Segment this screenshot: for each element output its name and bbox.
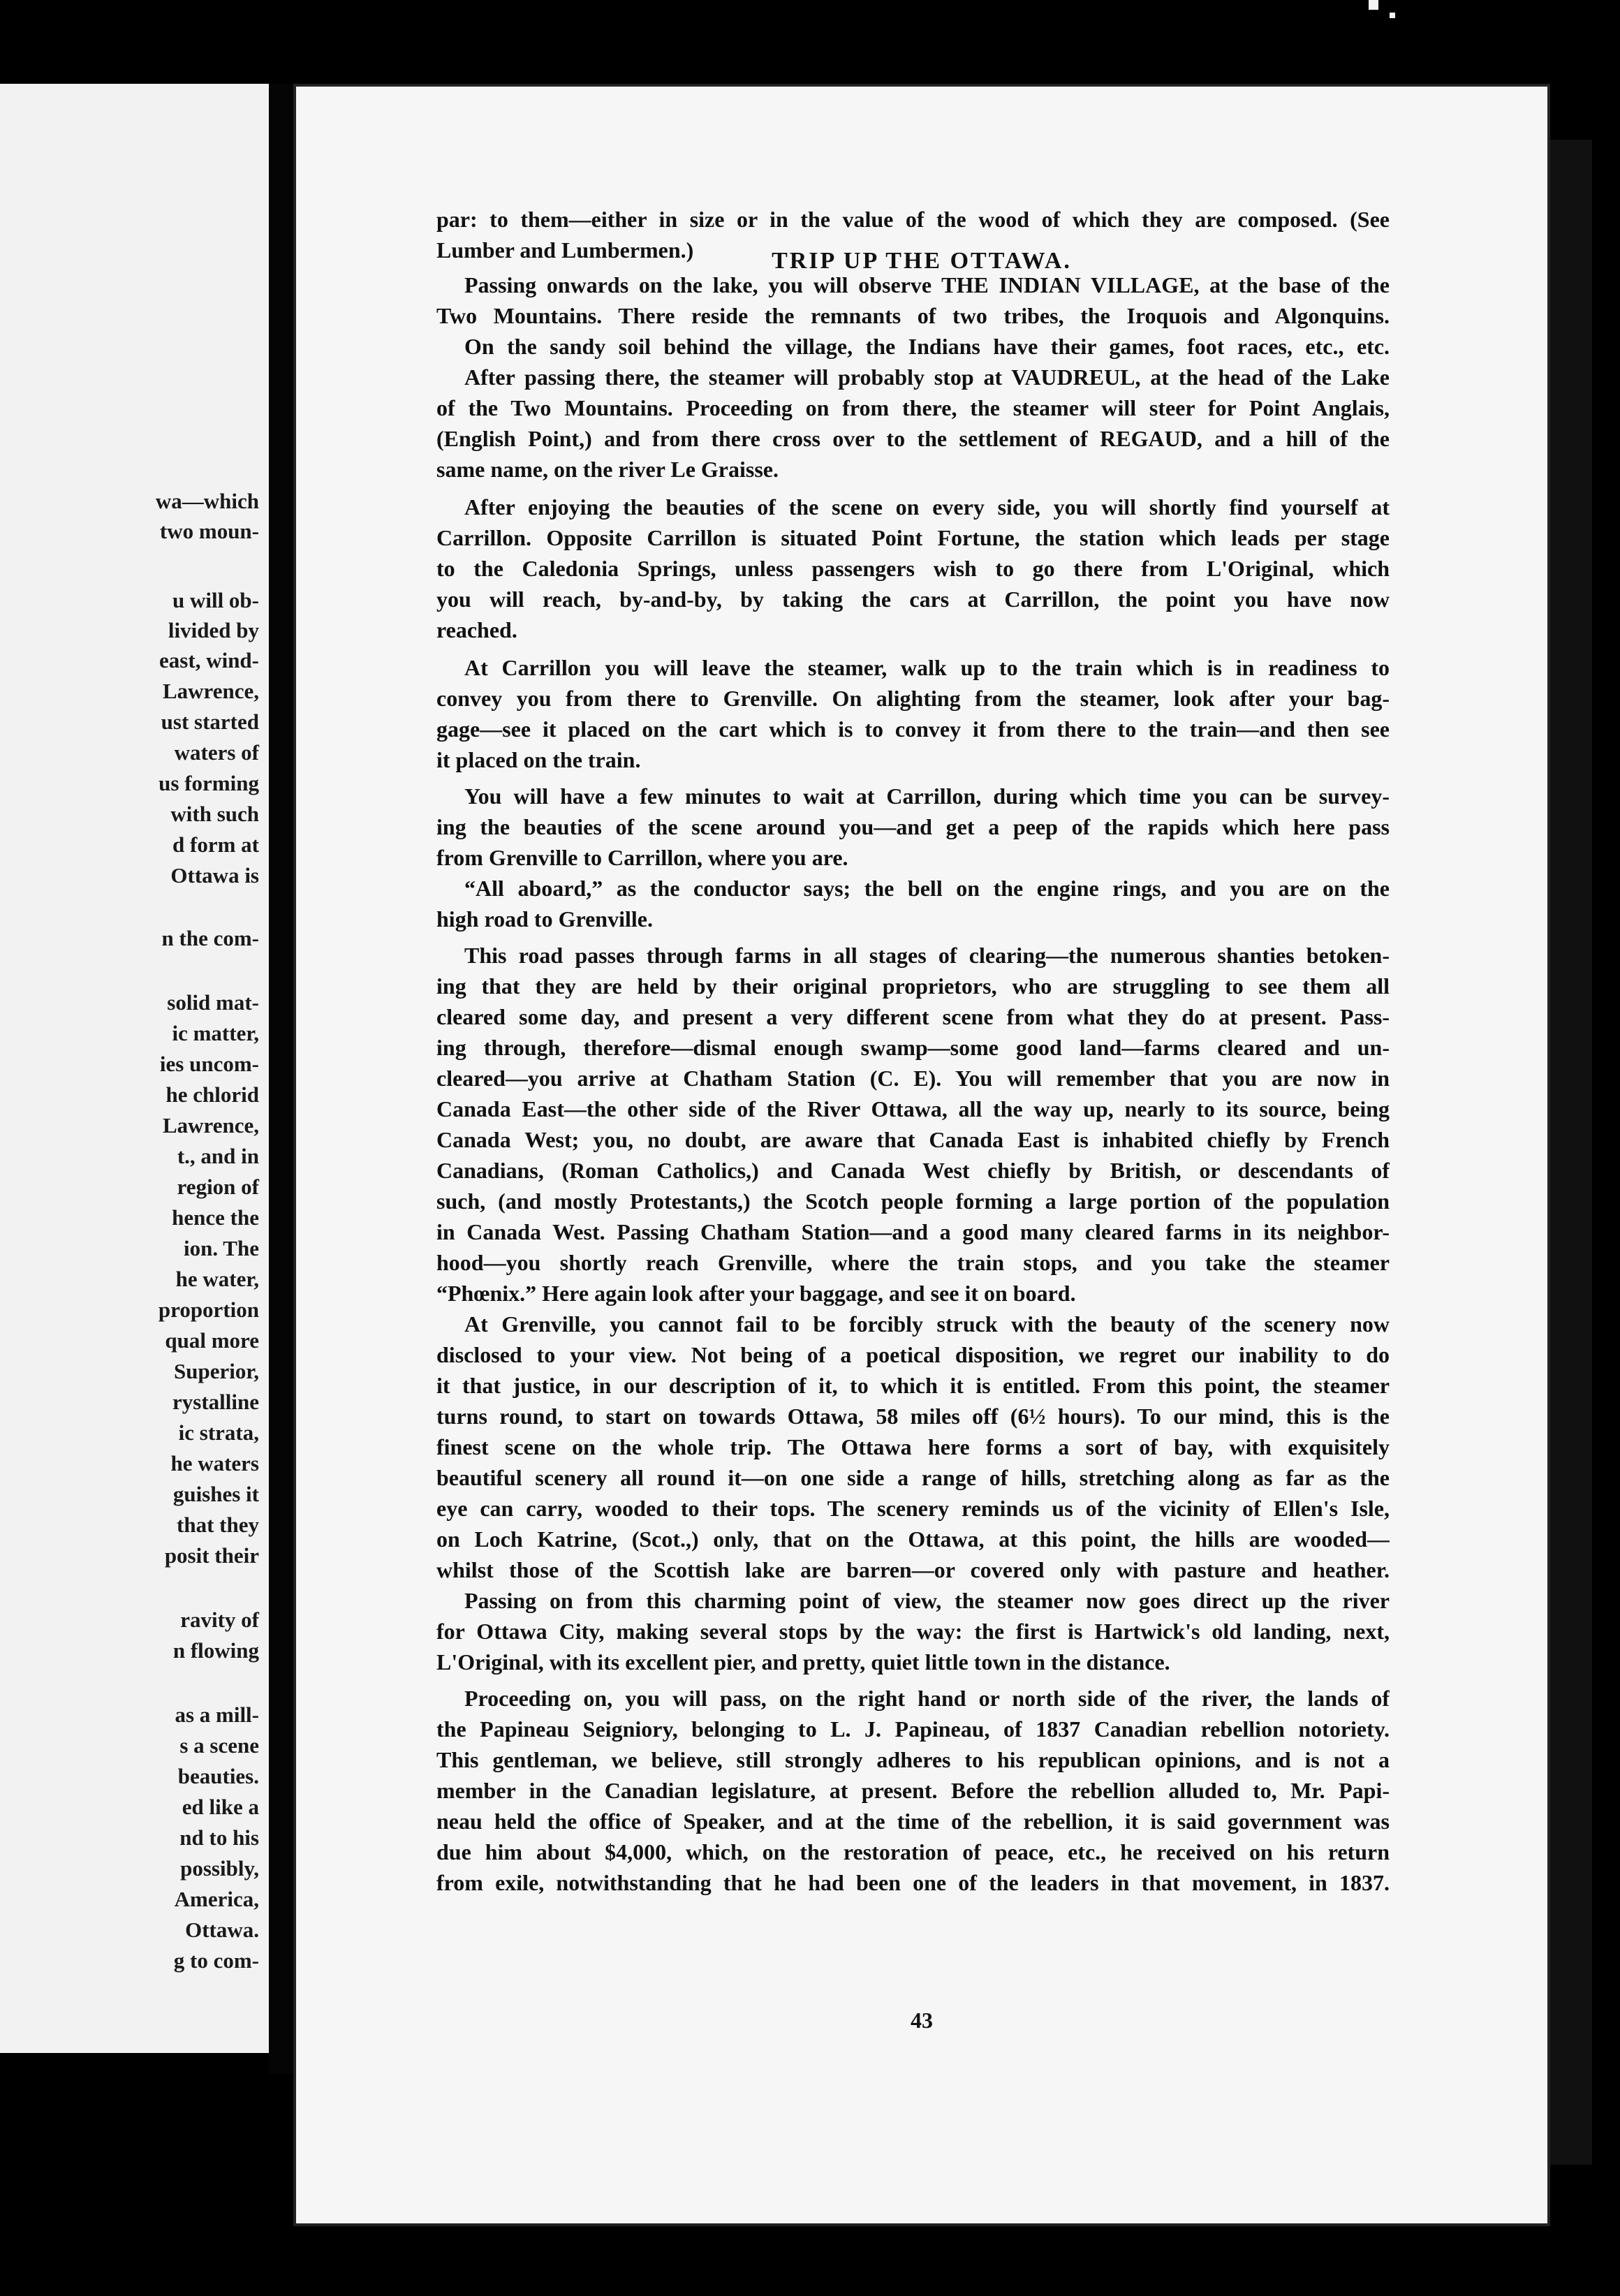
left-page-line: Superior, — [173, 1359, 259, 1383]
body-text-line: ing through, therefore—dismal enough swamp—some good land—farms cleared and un- — [436, 1035, 1390, 1060]
previous-page-fragment — [0, 84, 269, 2053]
book-binding-gutter — [269, 84, 293, 2074]
left-page-line: n flowing — [172, 1638, 259, 1663]
left-page-line: ic strata, — [178, 1420, 259, 1445]
body-text-line: (English Point,) and from there cross over to the settlement of REGAUD, and a hill of the — [436, 426, 1390, 451]
running-header: TRIP UP THE OTTAWA. — [772, 248, 1072, 274]
current-page — [293, 84, 1550, 2226]
left-page-line: guishes it — [172, 1482, 259, 1506]
body-text-line: member in the Canadian legislature, at present. Before the rebellion alluded to, Mr. Papi- — [436, 1778, 1390, 1803]
left-page-line: possibly, — [180, 1856, 259, 1881]
body-text-line: Canada West; you, no doubt, are aware that Canada East is inhabited chiefly by French — [436, 1127, 1390, 1152]
body-text-line: disclosed to your view. Not being of a poetical disposition, we regret our inability to do — [436, 1342, 1390, 1367]
body-text-line: After passing there, the steamer will probably stop at VAUDREUL, at the head of the Lake — [464, 365, 1390, 390]
left-page-line: Lawrence, — [162, 1113, 259, 1138]
left-page-line: he chlorid — [165, 1082, 259, 1107]
body-text-line: due him about $4,000, which, on the restoration of peace, etc., he received on his return — [436, 1839, 1390, 1864]
scan-speck — [1369, 0, 1378, 10]
body-text-line: the Papineau Seigniory, belonging to L. J. Papineau, of 1837 Canadian rebellion notoriety. — [436, 1716, 1390, 1742]
body-text-line: “All aboard,” as the conductor says; the bell on the engine rings, and you are on the — [464, 876, 1390, 901]
left-page-line: east, wind- — [159, 648, 259, 672]
body-text-line: At Carrillon you will leave the steamer, walk up to the train which is in readiness to — [464, 655, 1390, 680]
left-page-line: two moun- — [159, 519, 259, 543]
body-text-line: high road to Grenville. — [436, 906, 653, 932]
body-text-line: Lumber and Lumbermen.) — [436, 237, 694, 263]
left-page-line: u will ob- — [172, 588, 259, 612]
body-text-line: it placed on the train. — [436, 747, 641, 772]
body-text-line: of the Two Mountains. Proceeding on from there, the steamer will steer for Point Anglais, — [436, 395, 1390, 420]
body-text-line: “Phœnix.” Here again look after your baggage, and see it on board. — [436, 1281, 1076, 1306]
body-text-line: on Loch Katrine, (Scot.,) only, that on the Ottawa, at this point, the hills are wooded— — [436, 1526, 1390, 1552]
scan-speck — [1390, 13, 1395, 18]
left-page-line: hence the — [172, 1205, 259, 1230]
body-text-line: Canada East—the other side of the River Ottawa, all the way up, nearly to its source, being — [436, 1096, 1390, 1121]
left-page-line: he water, — [175, 1267, 259, 1291]
body-text-line: same name, on the river Le Graisse. — [436, 457, 779, 482]
body-text-line: turns round, to start on towards Ottawa, 58 miles off (6½ hours). To our mind, this is the — [436, 1404, 1390, 1429]
body-text-line: This road passes through farms in all stages of clearing—the numerous shanties betoken- — [464, 943, 1390, 968]
left-page-line: qual more — [165, 1328, 259, 1353]
body-text-line: cleared—you arrive at Chatham Station (C. E). You will remember that you are now in — [436, 1066, 1390, 1091]
left-page-line: beauties. — [177, 1764, 259, 1788]
body-text-line: convey you from there to Grenville. On alighting from the steamer, look after your bag- — [436, 686, 1390, 711]
left-page-line: Ottawa is — [170, 863, 259, 888]
body-text-line: ing that they are held by their original proprietors, who are struggling to see them all — [436, 973, 1390, 999]
left-page-line: Ottawa. — [185, 1918, 259, 1942]
body-text-line: Passing on from this charming point of view, the steamer now goes direct up the river — [464, 1588, 1390, 1613]
body-text-line: finest scene on the whole trip. The Ottawa here forms a sort of bay, with exquisitely — [436, 1434, 1390, 1459]
left-page-line: nd to his — [179, 1825, 259, 1850]
page-body-text — [293, 84, 1550, 2226]
left-page-line: t., and in — [177, 1144, 259, 1168]
body-text-line: for Ottawa City, making several stops by the way: the first is Hartwick's old landing, next, — [436, 1619, 1390, 1644]
left-page-line: Lawrence, — [162, 679, 259, 703]
left-page-line: ust started — [161, 709, 259, 734]
body-text-line: After enjoying the beauties of the scene on every side, you will shortly find yourself at — [464, 494, 1390, 520]
body-text-line: On the sandy soil behind the village, the Indians have their games, foot races, etc., etc. — [464, 334, 1390, 359]
left-page-line: ed like a — [182, 1795, 259, 1819]
body-text-line: whilst those of the Scottish lake are barren—or covered only with pasture and heather. — [436, 1557, 1390, 1582]
left-page-line: livided by — [168, 618, 259, 642]
left-page-line: ravity of — [180, 1607, 259, 1632]
left-page-line: that they — [177, 1513, 259, 1537]
body-text-line: hood—you shortly reach Grenville, where the train stops, and you take the steamer — [436, 1250, 1390, 1275]
left-page-line: rystalline — [172, 1390, 259, 1414]
body-text-line: par: to them—either in size or in the value of the wood of which they are composed. (See — [436, 207, 1390, 232]
body-text-line: Two Mountains. There reside the remnants of two tribes, the Iroquois and Algonquins. — [436, 303, 1390, 328]
body-text-line: At Grenville, you cannot fail to be forcibly struck with the beauty of the scenery now — [464, 1311, 1390, 1337]
body-text-line: gage—see it placed on the cart which is to convey it from there to the train—and then see — [436, 716, 1390, 742]
left-page-line: ic matter, — [172, 1021, 259, 1045]
body-text-line: cleared some day, and present a very different scene from what they do at present. Pass- — [436, 1004, 1390, 1029]
body-text-line: you will reach, by-and-by, by taking the cars at Carrillon, the point you have now — [436, 587, 1390, 612]
left-page-line: region of — [177, 1175, 259, 1199]
left-page-line: posit their — [164, 1543, 259, 1568]
body-text-line: from Grenville to Carrillon, where you are. — [436, 845, 848, 870]
left-page-line: he waters — [170, 1451, 259, 1476]
left-page-line: wa—which — [155, 489, 259, 513]
left-page-line: with such — [170, 802, 259, 826]
left-page-line: as a mill- — [175, 1702, 259, 1727]
body-text-line: it that justice, in our description of it, to which it is entitled. From this point, the steamer — [436, 1373, 1390, 1398]
body-text-line: Carrillon. Opposite Carrillon is situated Point Fortune, the station which leads per stage — [436, 525, 1390, 550]
body-text-line: L'Original, with its excellent pier, and pretty, quiet little town in the distance. — [436, 1649, 1170, 1675]
body-text-line: in Canada West. Passing Chatham Station—and a good many cleared farms in its neighbor- — [436, 1219, 1390, 1244]
body-text-line: neau held the office of Speaker, and at the time of the rebellion, it is said government was — [436, 1809, 1390, 1834]
body-text-line: Passing onwards on the lake, you will observe THE INDIAN VILLAGE, at the base of the — [464, 272, 1390, 297]
left-page-line: America, — [174, 1887, 259, 1911]
body-text-line: eye can carry, wooded to their tops. The scenery reminds us of the vicinity of Ellen's Isle, — [436, 1496, 1390, 1521]
body-text-line: from exile, notwithstanding that he had been one of the leaders in that movement, in 1837. — [436, 1870, 1390, 1895]
left-page-line: waters of — [174, 740, 259, 765]
body-text-line: such, (and mostly Protestants,) the Scotch people forming a large portion of the population — [436, 1189, 1390, 1214]
body-text-line: ing the beauties of the scene around you—and get a peep of the rapids which here pass — [436, 814, 1390, 839]
body-text-line: Canadians, (Roman Catholics,) and Canada West chiefly by British, or descendants of — [436, 1158, 1390, 1183]
left-page-line: ion. The — [184, 1236, 259, 1260]
body-text-line: to the Caledonia Springs, unless passengers wish to go there from L'Original, which — [436, 556, 1390, 581]
body-text-line: beautiful scenery all round it—on one side a range of hills, stretching along as far as the — [436, 1465, 1390, 1490]
body-text-line: Proceeding on, you will pass, on the right hand or north side of the river, the lands of — [464, 1686, 1390, 1711]
left-page-line: n the com- — [161, 926, 259, 950]
left-page-line: proportion — [158, 1297, 259, 1322]
body-text-line: This gentleman, we believe, still strongly adheres to his republican opinions, and is not a — [436, 1747, 1390, 1772]
left-page-line: s a scene — [179, 1733, 259, 1758]
left-page-line: solid mat- — [167, 990, 259, 1015]
body-text-line: reached. — [436, 617, 517, 642]
page-number: 43 — [911, 2008, 933, 2033]
left-page-line: g to com- — [173, 1948, 259, 1973]
left-page-line: ies uncom- — [159, 1052, 259, 1076]
page-edge-shadow — [1550, 140, 1592, 2165]
left-page-line: us forming — [159, 771, 259, 795]
left-page-line: d form at — [172, 832, 259, 857]
body-text-line: You will have a few minutes to wait at Carrillon, during which time you can be survey- — [464, 783, 1390, 809]
